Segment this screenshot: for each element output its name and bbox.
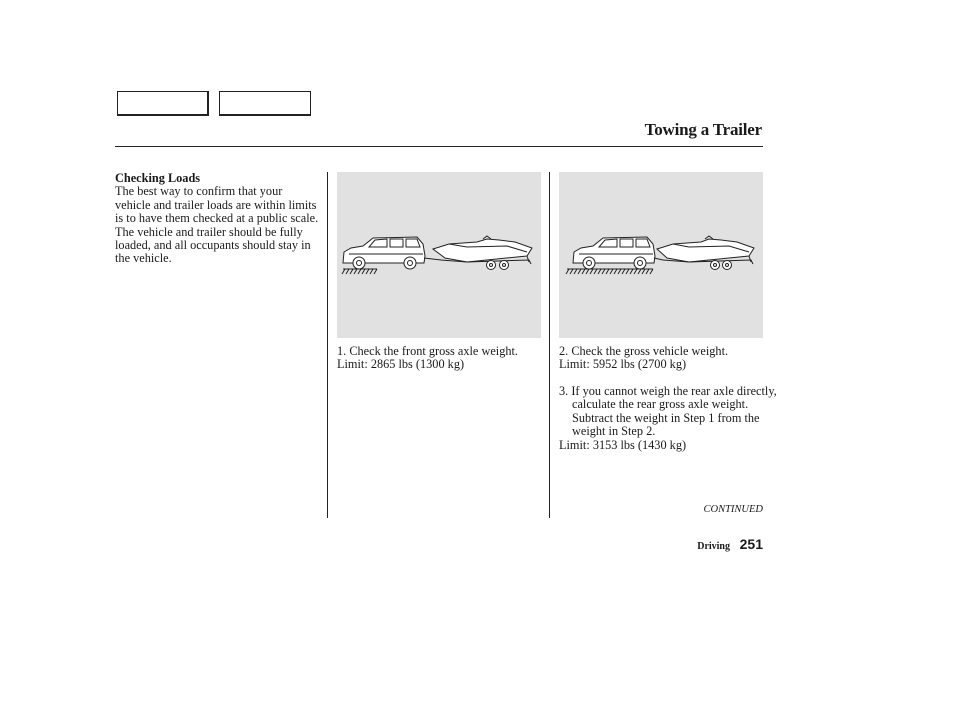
section-heading: Checking Loads — [115, 171, 201, 185]
step-limit: Limit: 5952 lbs (2700 kg) — [559, 357, 687, 372]
step-limit: Limit: 3153 lbs (1430 kg) — [559, 437, 687, 452]
nav-box-previous[interactable] — [117, 91, 209, 116]
title-divider — [115, 146, 763, 147]
page-title: Towing a Trailer — [644, 120, 762, 139]
figure-gross-vehicle-weighing — [559, 172, 763, 338]
figure-front-axle-weighing — [337, 172, 541, 338]
suv-towing-boat-trailer-icon — [559, 172, 763, 338]
intro-paragraph: The best way to confirm that your vehicle and trailer loads are within limits is to have them checked at a public scale. The vehicle and trailer should be fully loaded, and all occupants should stay in the vehicle. — [115, 184, 319, 266]
footer-section-name: Driving — [697, 541, 730, 552]
step-text: If you cannot weigh the rear axle directly, calculate the rear gross axle weight. Subtract the weight in Step 1 from the weight in Step 2. — [571, 384, 777, 439]
step-text: Check the front gross axle weight. — [349, 344, 519, 358]
column-divider-1 — [327, 172, 328, 518]
step-limit: Limit: 2865 lbs (1300 kg) — [337, 357, 465, 372]
suv-towing-boat-trailer-icon — [337, 172, 541, 338]
step-2 — [559, 345, 787, 372]
step-number: 2. — [559, 344, 569, 358]
page-number: 251 — [739, 536, 763, 552]
step-number: 1. — [337, 344, 347, 358]
step-text: Check the gross vehicle weight. — [571, 344, 729, 358]
step-1 — [337, 345, 565, 372]
nav-box-next[interactable] — [219, 91, 311, 116]
step-number: 3. — [559, 384, 569, 398]
step-3 — [559, 385, 777, 452]
intro-section — [115, 172, 320, 266]
continued-label: CONTINUED — [703, 504, 763, 515]
